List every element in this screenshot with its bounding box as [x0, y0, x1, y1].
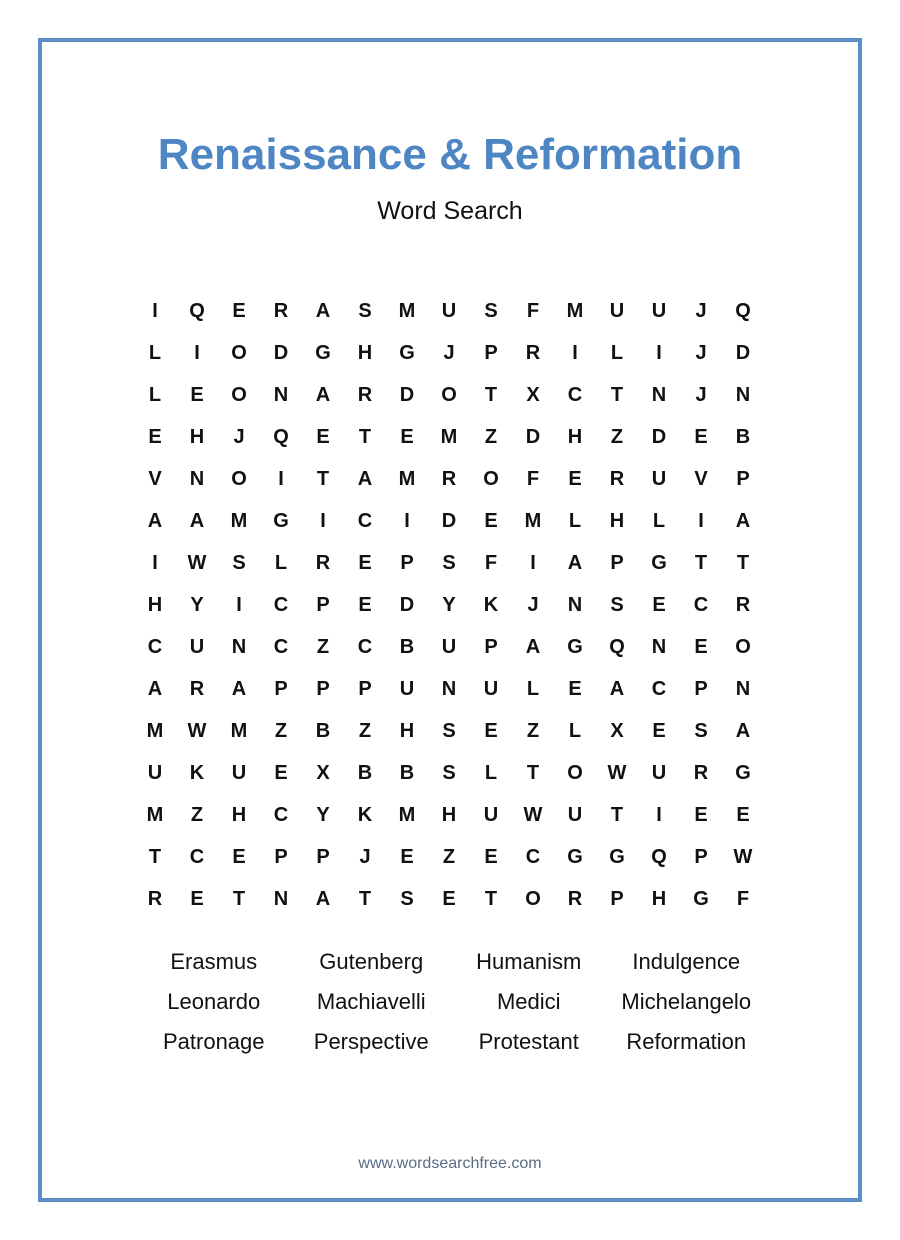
grid-letter[interactable]: S [442, 719, 456, 742]
grid-letter[interactable]: T [526, 761, 540, 784]
grid-letter[interactable]: S [442, 761, 456, 784]
grid-letter[interactable]: T [316, 467, 330, 490]
grid-letter[interactable]: N [735, 383, 751, 406]
grid-letter[interactable]: R [315, 551, 331, 574]
grid-letter[interactable]: E [568, 467, 582, 490]
grid-letter[interactable]: U [609, 299, 625, 322]
grid-letter[interactable]: J [233, 425, 245, 448]
grid-letter[interactable]: L [568, 719, 582, 742]
grid-letter[interactable]: V [694, 467, 708, 490]
grid-letter[interactable]: A [735, 719, 751, 742]
grid-letter[interactable]: G [609, 845, 625, 868]
grid-letter[interactable]: C [357, 635, 373, 658]
grid-letter[interactable]: E [232, 299, 246, 322]
word-list-item: Machiavelli [316, 989, 426, 1014]
grid-letter[interactable]: L [652, 509, 666, 532]
grid-letter[interactable]: J [695, 341, 707, 364]
grid-letter[interactable]: P [316, 845, 330, 868]
grid-letter[interactable]: E [694, 635, 708, 658]
word-list-item: Medici [496, 989, 561, 1014]
grid-letter[interactable]: W [523, 803, 543, 826]
grid-letter[interactable]: H [399, 719, 415, 742]
grid-letter[interactable]: T [358, 425, 372, 448]
grid-letter[interactable]: S [694, 719, 708, 742]
grid-letter[interactable]: B [399, 635, 415, 658]
grid-letter[interactable]: G [315, 341, 331, 364]
grid-letter[interactable]: I [698, 509, 704, 532]
grid-letter[interactable]: E [400, 845, 414, 868]
grid-letter[interactable]: D [399, 593, 415, 616]
grid-letter[interactable]: L [274, 551, 288, 574]
grid-letter[interactable]: I [278, 467, 284, 490]
word-list-item: Reformation [626, 1029, 747, 1054]
grid-letter[interactable]: Q [273, 425, 289, 448]
grid-letter[interactable]: C [357, 509, 373, 532]
word-list-item: Patronage [162, 1029, 265, 1054]
grid-letter[interactable]: A [147, 509, 163, 532]
grid-letter[interactable]: P [484, 635, 498, 658]
grid-letter[interactable]: G [651, 551, 667, 574]
grid-letter[interactable]: O [483, 467, 499, 490]
grid-letter[interactable]: P [484, 341, 498, 364]
grid-letter[interactable]: U [441, 635, 457, 658]
grid-letter[interactable]: I [572, 341, 578, 364]
grid-letter[interactable]: R [693, 761, 709, 784]
grid-letter[interactable]: I [152, 551, 158, 574]
grid-letter[interactable]: M [146, 803, 164, 826]
grid-letter[interactable]: J [527, 593, 539, 616]
grid-letter[interactable]: I [404, 509, 410, 532]
grid-letter[interactable]: Z [316, 635, 330, 658]
grid-letter[interactable]: W [607, 761, 627, 784]
grid-letter[interactable]: Q [651, 845, 667, 868]
grid-letter[interactable]: P [274, 677, 288, 700]
grid-letter[interactable]: U [441, 299, 457, 322]
grid-letter[interactable]: M [440, 425, 458, 448]
word-list-item: Erasmus [170, 949, 258, 974]
grid-letter[interactable]: N [189, 467, 205, 490]
grid-letter[interactable]: H [651, 887, 667, 910]
grid-letter[interactable]: R [609, 467, 625, 490]
grid-letter[interactable]: C [273, 635, 289, 658]
grid-letter[interactable]: E [484, 719, 498, 742]
word-list [135, 942, 765, 1062]
grid-letter[interactable]: E [484, 845, 498, 868]
grid-letter[interactable]: M [398, 299, 416, 322]
grid-letter[interactable]: A [189, 509, 205, 532]
grid-letter[interactable]: F [736, 887, 750, 910]
grid-letter[interactable]: O [567, 761, 583, 784]
word-list-item: Leonardo [167, 989, 261, 1014]
grid-letter[interactable]: I [320, 509, 326, 532]
grid-letter[interactable]: A [567, 551, 583, 574]
grid-letter[interactable]: R [357, 383, 373, 406]
grid-letter[interactable]: C [189, 845, 205, 868]
grid-letter[interactable]: H [441, 803, 457, 826]
grid-letter[interactable]: Z [358, 719, 372, 742]
grid-letter[interactable]: E [316, 425, 330, 448]
grid-letter[interactable]: P [610, 551, 624, 574]
grid-letter[interactable]: S [610, 593, 624, 616]
grid-letter[interactable]: U [483, 803, 499, 826]
grid-letter[interactable]: H [609, 509, 625, 532]
grid-letter[interactable]: S [232, 551, 246, 574]
grid-letter[interactable]: H [231, 803, 247, 826]
grid-letter[interactable]: E [736, 803, 750, 826]
grid-letter[interactable]: A [231, 677, 247, 700]
grid-letter[interactable]: P [316, 593, 330, 616]
grid-letter[interactable]: Y [442, 593, 456, 616]
grid-letter[interactable]: M [230, 509, 248, 532]
word-list-item: Michelangelo [621, 989, 752, 1014]
grid-letter[interactable]: Q [189, 299, 205, 322]
grid-letter[interactable]: J [359, 845, 371, 868]
grid-letter[interactable]: U [147, 761, 163, 784]
grid-letter[interactable]: T [358, 887, 372, 910]
grid-letter[interactable]: C [147, 635, 163, 658]
grid-letter[interactable]: W [187, 551, 207, 574]
grid-letter[interactable]: D [399, 383, 415, 406]
grid-letter[interactable]: Z [610, 425, 624, 448]
grid-letter[interactable]: A [315, 383, 331, 406]
grid-letter[interactable]: P [316, 677, 330, 700]
grid-letter[interactable]: E [190, 887, 204, 910]
grid-letter[interactable]: N [651, 635, 667, 658]
grid-letter[interactable]: S [358, 299, 372, 322]
grid-letter[interactable]: I [656, 803, 662, 826]
footer-url[interactable]: www.wordsearchfree.com [358, 1155, 542, 1172]
grid-letter[interactable]: N [231, 635, 247, 658]
grid-letter[interactable]: A [147, 677, 163, 700]
grid-letter[interactable]: F [484, 551, 498, 574]
grid-letter[interactable]: R [567, 887, 583, 910]
grid-letter[interactable]: Z [526, 719, 540, 742]
grid-letter[interactable]: G [273, 509, 289, 532]
grid-letter[interactable]: S [442, 551, 456, 574]
grid-letter[interactable]: Z [274, 719, 288, 742]
grid-letter[interactable]: M [398, 467, 416, 490]
grid-letter[interactable]: H [147, 593, 163, 616]
grid-letter[interactable]: P [274, 845, 288, 868]
grid-letter[interactable]: O [441, 383, 457, 406]
grid-letter[interactable]: C [273, 593, 289, 616]
grid-letter[interactable]: Z [190, 803, 204, 826]
letter-grid [134, 290, 764, 920]
grid-letter[interactable]: L [526, 677, 540, 700]
grid-letter[interactable]: G [693, 887, 709, 910]
grid-letter[interactable]: A [315, 887, 331, 910]
grid-letter[interactable]: E [694, 803, 708, 826]
grid-letter[interactable]: D [651, 425, 667, 448]
grid-letter[interactable]: X [526, 383, 540, 406]
grid-letter[interactable]: G [567, 635, 583, 658]
grid-letter[interactable]: G [399, 341, 415, 364]
grid-letter[interactable]: E [232, 845, 246, 868]
grid-letter[interactable]: F [526, 299, 540, 322]
grid-letter[interactable]: Z [484, 425, 498, 448]
grid-letter[interactable]: W [733, 845, 753, 868]
grid-letter[interactable]: O [525, 887, 541, 910]
word-list-item: Humanism [476, 949, 582, 974]
grid-letter[interactable]: L [148, 341, 162, 364]
grid-letter[interactable]: M [524, 509, 542, 532]
grid-letter[interactable]: M [566, 299, 584, 322]
grid-letter[interactable]: M [398, 803, 416, 826]
grid-letter[interactable]: P [610, 887, 624, 910]
grid-letter[interactable]: N [441, 677, 457, 700]
grid-letter[interactable]: S [400, 887, 414, 910]
grid-letter[interactable]: E [442, 887, 456, 910]
grid-letter[interactable]: E [400, 425, 414, 448]
grid-letter[interactable]: R [147, 887, 163, 910]
grid-letter[interactable]: U [189, 635, 205, 658]
grid-letter[interactable]: K [483, 593, 499, 616]
grid-letter[interactable]: Z [442, 845, 456, 868]
grid-letter[interactable]: E [484, 509, 498, 532]
grid-letter[interactable]: D [441, 509, 457, 532]
word-list-item: Perspective [313, 1029, 429, 1054]
grid-letter[interactable]: T [484, 887, 498, 910]
grid-letter[interactable]: E [568, 677, 582, 700]
grid-letter[interactable]: I [194, 341, 200, 364]
grid-letter[interactable]: Q [735, 299, 751, 322]
grid-letter[interactable]: B [399, 761, 415, 784]
grid-letter[interactable]: B [735, 425, 751, 448]
grid-letter[interactable]: A [735, 509, 751, 532]
page-title: Renaissance & Reformation [157, 130, 743, 179]
grid-letter[interactable]: I [152, 299, 158, 322]
page-subtitle: Word Search [377, 197, 523, 225]
grid-letter[interactable]: O [231, 383, 247, 406]
grid-letter[interactable]: T [610, 383, 624, 406]
grid-letter[interactable]: X [316, 761, 330, 784]
grid-letter[interactable]: P [736, 467, 750, 490]
grid-letter[interactable]: Y [190, 593, 204, 616]
grid-letter[interactable]: R [189, 677, 205, 700]
grid-letter[interactable]: U [651, 467, 667, 490]
grid-letter[interactable]: P [358, 677, 372, 700]
grid-letter[interactable]: I [656, 341, 662, 364]
grid-letter[interactable]: N [651, 383, 667, 406]
grid-letter[interactable]: A [609, 677, 625, 700]
grid-letter[interactable]: T [736, 551, 750, 574]
grid-letter[interactable]: B [315, 719, 331, 742]
grid-letter[interactable]: U [651, 761, 667, 784]
grid-letter[interactable]: C [567, 383, 583, 406]
grid-letter[interactable]: N [273, 383, 289, 406]
grid-letter[interactable]: L [568, 509, 582, 532]
grid-letter[interactable]: L [148, 383, 162, 406]
grid-letter[interactable]: N [273, 887, 289, 910]
grid-letter[interactable]: O [231, 341, 247, 364]
grid-letter[interactable]: S [484, 299, 498, 322]
grid-letter[interactable]: C [525, 845, 541, 868]
grid-letter[interactable]: A [357, 467, 373, 490]
grid-letter[interactable]: N [567, 593, 583, 616]
grid-letter[interactable]: T [148, 845, 162, 868]
grid-letter[interactable]: H [357, 341, 373, 364]
grid-letter[interactable]: H [189, 425, 205, 448]
grid-letter[interactable]: H [567, 425, 583, 448]
grid-letter[interactable]: E [190, 383, 204, 406]
grid-letter[interactable]: C [273, 803, 289, 826]
grid-letter[interactable]: X [610, 719, 624, 742]
grid-letter[interactable]: A [315, 299, 331, 322]
grid-letter[interactable]: W [187, 719, 207, 742]
grid-letter[interactable]: A [525, 635, 541, 658]
grid-letter[interactable]: M [230, 719, 248, 742]
word-list-item: Indulgence [632, 949, 741, 974]
grid-letter[interactable]: I [530, 551, 536, 574]
grid-letter[interactable]: N [735, 677, 751, 700]
grid-letter[interactable]: I [236, 593, 242, 616]
grid-letter[interactable]: O [735, 635, 751, 658]
grid-letter[interactable]: E [358, 551, 372, 574]
grid-letter[interactable]: T [484, 383, 498, 406]
grid-letter[interactable]: V [148, 467, 162, 490]
grid-letter[interactable]: L [610, 341, 624, 364]
grid-letter[interactable]: E [274, 761, 288, 784]
grid-letter[interactable]: E [652, 593, 666, 616]
grid-letter[interactable]: E [148, 425, 162, 448]
grid-letter[interactable]: U [399, 677, 415, 700]
grid-letter[interactable]: R [441, 467, 457, 490]
grid-letter[interactable]: P [694, 845, 708, 868]
grid-letter[interactable]: J [443, 341, 455, 364]
grid-letter[interactable]: D [525, 425, 541, 448]
grid-letter[interactable]: U [231, 761, 247, 784]
grid-letter[interactable]: E [358, 593, 372, 616]
grid-letter[interactable]: G [567, 845, 583, 868]
grid-letter[interactable]: E [694, 425, 708, 448]
grid-letter[interactable]: C [693, 593, 709, 616]
grid-letter[interactable]: G [735, 761, 751, 784]
grid-letter[interactable]: T [610, 803, 624, 826]
grid-letter[interactable]: R [273, 299, 289, 322]
grid-letter[interactable]: E [652, 719, 666, 742]
grid-letter[interactable]: J [695, 383, 707, 406]
grid-letter[interactable]: R [525, 341, 541, 364]
grid-letter[interactable]: U [651, 299, 667, 322]
grid-letter[interactable]: K [357, 803, 373, 826]
grid-letter[interactable]: T [694, 551, 708, 574]
grid-letter[interactable]: U [483, 677, 499, 700]
grid-letter[interactable]: T [232, 887, 246, 910]
word-list-item: Protestant [478, 1029, 579, 1054]
grid-letter[interactable]: K [189, 761, 205, 784]
grid-letter[interactable]: D [273, 341, 289, 364]
grid-letter[interactable]: J [695, 299, 707, 322]
grid-letter[interactable]: D [735, 341, 751, 364]
grid-letter[interactable]: U [567, 803, 583, 826]
grid-letter[interactable]: L [484, 761, 498, 784]
word-list-item: Gutenberg [319, 949, 424, 974]
grid-letter[interactable]: C [651, 677, 667, 700]
grid-letter[interactable]: F [526, 467, 540, 490]
grid-letter[interactable]: P [400, 551, 414, 574]
grid-letter[interactable]: Y [316, 803, 330, 826]
grid-letter[interactable]: P [694, 677, 708, 700]
grid-letter[interactable]: O [231, 467, 247, 490]
grid-letter[interactable]: M [146, 719, 164, 742]
grid-letter[interactable]: R [735, 593, 751, 616]
grid-letter[interactable]: B [357, 761, 373, 784]
grid-letter[interactable]: Q [609, 635, 625, 658]
